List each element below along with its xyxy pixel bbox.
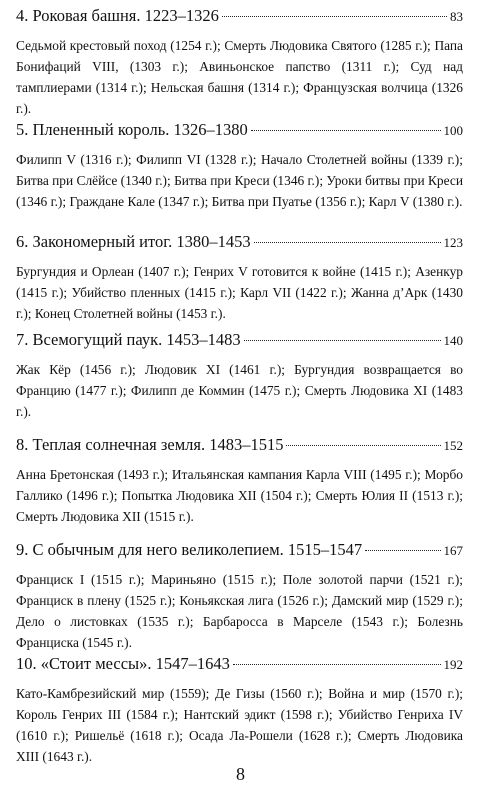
chapter-heading [16,232,463,253]
chapter-description: Като-Камбрезийский мир (1559); Де Гизы (1560 г.); Война и мир (1570 г.); Король Генрих III (1584 г.); Нантский эдикт (1598 г.); Убийство Генриха IV (1610 г.); Ришельё (1618 г.); Осада Ла-Рошели (1628 г.); Смерть Людовика XIII (1643 г.). [16,686,463,764]
chapter-page-number: 152 [443,438,463,453]
toc-chapter-5 [16,120,463,212]
chapter-heading [16,330,463,351]
chapter-title: 4. Роковая башня. 1223–1326 [16,6,219,25]
dot-leader [286,445,440,446]
chapter-title: 7. Всемогущий паук. 1453–1483 [16,330,241,349]
toc-chapter-9 [16,540,463,653]
page-number: 8 [236,764,245,784]
chapter-heading [16,6,463,27]
chapter-description: Филипп V (1316 г.); Филипп VI (1328 г.); Начало Столетней войны (1339 г.); Битва при Слёйсе (1340 г.); Битва при Креси (1346 г.); Уроки битвы при Креси (1346 г.); Граждане Кале (1347 г.); Битва при Пуатье (1356 г.); Карл V (1380 г.). [16,152,464,209]
dot-leader [365,550,440,551]
chapter-page-number: 192 [443,657,463,672]
dot-leader [251,130,441,131]
chapter-description: Седьмой крестовый поход (1254 г.); Смерть Людовика Святого (1285 г.); Папа Бонифаций VIII, (1303 г.); Авиньонское папство (1311 г.); Суд над тамплиерами (1314 г.); Нельская башня (1314 г.); Французская волчица (1326 г.). [16,38,463,116]
toc-chapter-6 [16,232,463,324]
chapter-description: Бургундия и Орлеан (1407 г.); Генрих V готовится к войне (1415 г.); Азенкур (1415 г.); Убийство пленных (1415 г.); Карл VII (1422 г.); Жанна д’Арк (1430 г.); Конец Столетней войны (1453 г.). [16,264,463,321]
chapter-page-number: 167 [443,543,463,558]
chapter-title: 6. Закономерный итог. 1380–1453 [16,232,251,251]
toc-chapter-7 [16,330,463,422]
chapter-description: Франциск I (1515 г.); Мариньяно (1515 г.); Поле золотой парчи (1521 г.); Франциск в плену (1525 г.); Коньякская лига (1526 г.); Дамский мир (1529 г.); Дело о листовках (1535 г.); Барбаросса в Марселе (1543 г.); Болезнь Франциска (1545 г.). [16,572,463,650]
chapter-page-number: 140 [443,333,463,348]
toc-chapter-8 [16,435,463,527]
chapter-page-number: 123 [443,235,463,250]
chapter-page-number: 83 [450,9,463,24]
dot-leader [254,242,441,243]
dot-leader [244,340,441,341]
chapter-heading [16,540,463,561]
chapter-description: Анна Бретонская (1493 г.); Итальянская кампания Карла VIII (1495 г.); Морбо Галлико (1496 г.); Попытка Людовика XII (1504 г.); Смерть Юлия II (1513 г.); Смерть Людовика XII (1515 г.). [16,467,463,524]
toc-chapter-4 [16,6,463,119]
chapter-heading [16,120,463,141]
chapter-heading [16,435,463,456]
chapter-description: Жак Кёр (1456 г.); Людовик XI (1461 г.); Бургундия возвращается во Францию (1477 г.); Филипп де Коммин (1475 г.); Смерть Людовика XI (1483 г.). [16,362,463,419]
dot-leader [222,16,447,17]
toc-chapter-10 [16,654,463,767]
chapter-heading [16,654,463,675]
chapter-title: 9. С обычным для него великолепием. 1515–1547 [16,540,363,559]
dot-leader [233,664,441,665]
chapter-title: 5. Плененный король. 1326–1380 [16,120,248,139]
chapter-page-number: 100 [443,123,463,138]
chapter-title: 10. «Стоит мессы». 1547–1643 [16,654,230,673]
chapter-title: 8. Теплая солнечная земля. 1483–1515 [16,435,284,454]
